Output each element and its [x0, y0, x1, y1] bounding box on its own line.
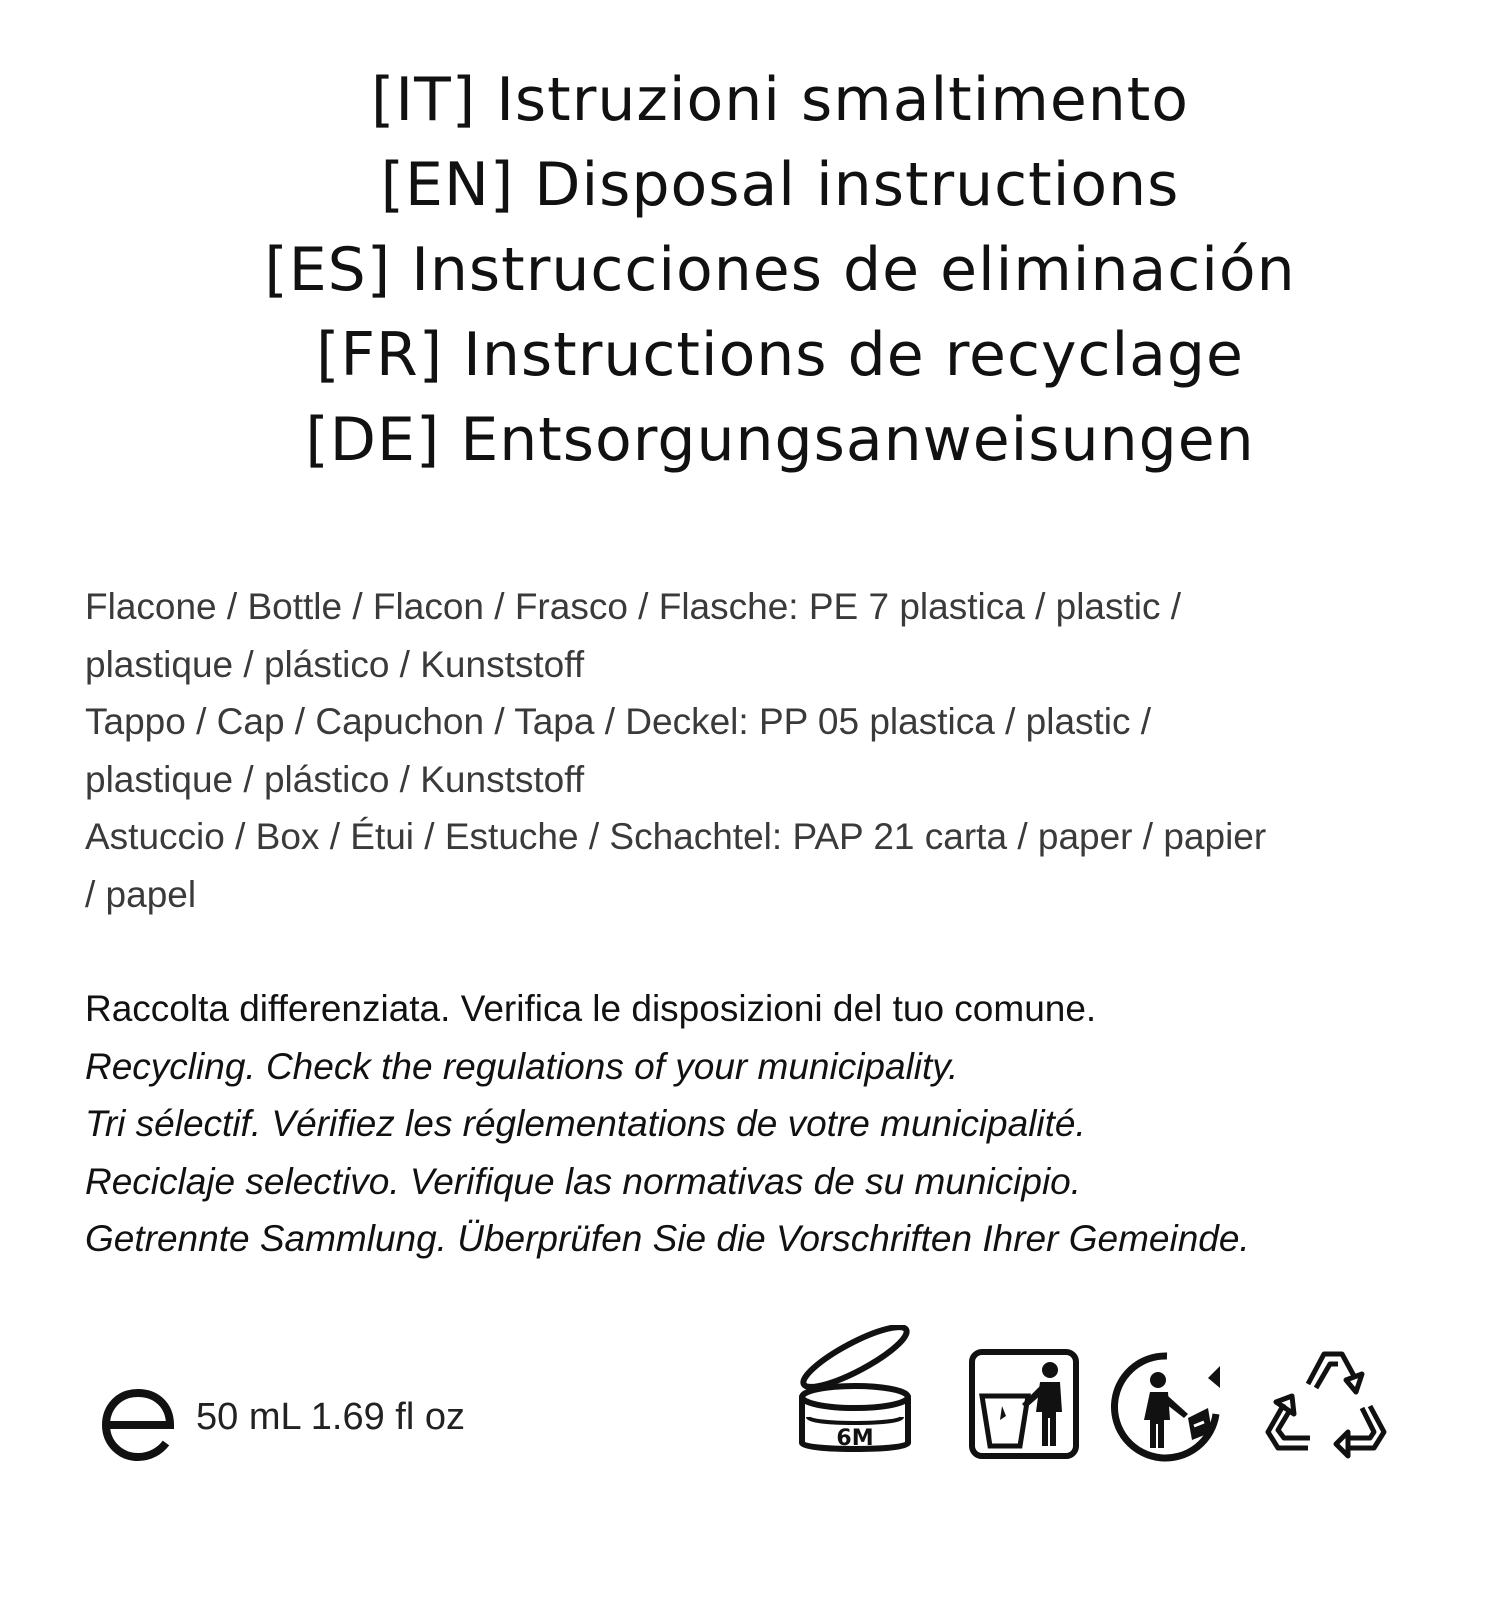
waste-bin-icon — [968, 1348, 1080, 1460]
title-en: [EN] Disposal instructions — [380, 150, 1180, 220]
title-block — [0, 58, 1500, 483]
recycling-notes — [85, 980, 1425, 1268]
material-bottle-line-cont: plastique / plástico / Kunststoff — [85, 643, 585, 685]
note-de: Getrennte Sammlung. Überprüfen Sie die Vorschriften Ihrer Gemeinde. — [85, 1218, 1250, 1259]
materials-list — [85, 578, 1425, 923]
title-fr: [FR] Instructions de recyclage — [316, 320, 1244, 390]
material-box-line: Astuccio / Box / Étui / Estuche / Schachtel: PAP 21 carta / paper / papier — [85, 816, 1267, 857]
title-es: [ES] Instrucciones de eliminación — [264, 235, 1296, 305]
note-it: Raccolta differenziata. Verifica le disposizioni del tuo comune. — [85, 988, 1097, 1029]
note-fr: Tri sélectif. Vérifiez les réglementations de votre municipalité. — [85, 1103, 1086, 1144]
volume-label: 50 mL 1.69 fl oz — [196, 1396, 465, 1438]
pao-label: 6M — [836, 1426, 874, 1451]
estimated-sign-icon — [98, 1385, 178, 1465]
title-de: [DE] Entsorgungsanweisungen — [305, 405, 1255, 475]
tidy-man-recycle-icon — [1108, 1348, 1226, 1466]
note-en: Recycling. Check the regulations of your municipality. — [85, 1045, 959, 1087]
material-cap-line: Tappo / Cap / Capuchon / Tapa / Deckel: PP 05 plastica / plastic / — [85, 701, 1152, 742]
material-box-line-cont: / papel — [85, 873, 197, 915]
title-it: [IT] Istruzioni smaltimento — [370, 65, 1189, 135]
material-bottle-line: Flacone / Bottle / Flacon / Frasco / Flasche: PE 7 plastica / plastic / — [85, 586, 1182, 627]
material-cap-line-cont: plastique / plástico / Kunststoff — [85, 758, 585, 800]
note-es: Reciclaje selectivo. Verifique las normativas de su municipio. — [85, 1160, 1082, 1202]
pao-jar-icon — [790, 1325, 920, 1460]
mobius-loop-icon — [1258, 1340, 1393, 1468]
